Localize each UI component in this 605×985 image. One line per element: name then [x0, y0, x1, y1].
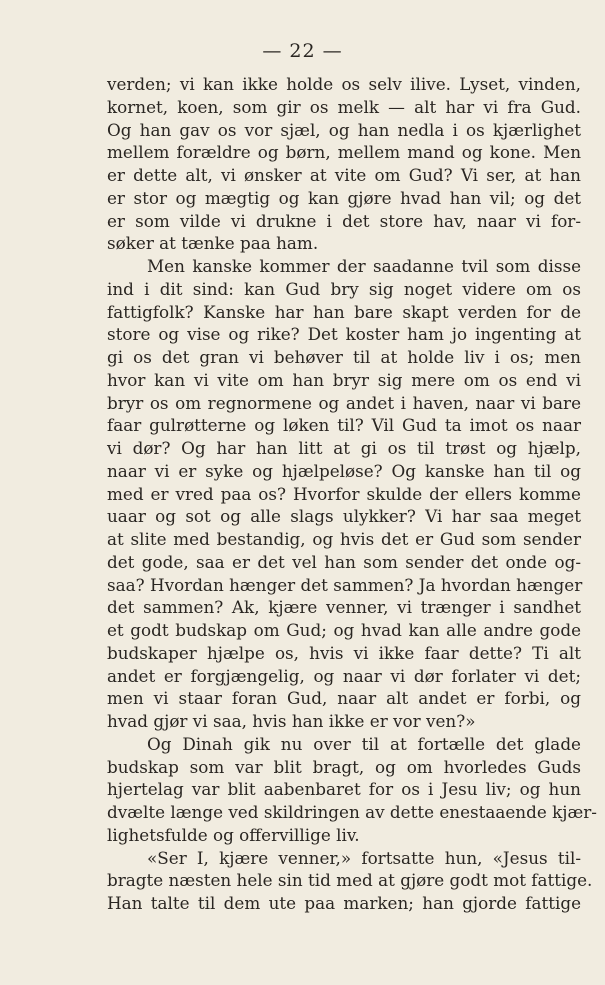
- text-line: det gode, saa er det vel han som sender det onde og-: [107, 551, 581, 572]
- text-line: at slite med bestandig, og hvis det er Gud som sender: [107, 529, 581, 549]
- text-line: mellem forældre og børn, mellem mand og kone. Men: [107, 142, 581, 163]
- body-text: [107, 73, 597, 915]
- text-line: men vi staar foran Gud, naar alt andet er forbi, og: [107, 688, 581, 709]
- text-line: det sammen? Ak, kjære venner, vi trænger i sandhet: [107, 597, 581, 618]
- text-line: ind i dit sind: kan Gud bry sig noget videre om os: [107, 278, 581, 299]
- text-line: søker at tænke paa ham.: [107, 233, 319, 254]
- text-line: vi dør? Og har han litt at gi os til trøst og hjælp,: [107, 438, 581, 458]
- text-line: budskaper hjælpe os, hvis vi ikke faar dette? Ti alt: [107, 642, 581, 663]
- text-line: Og Dinah gik nu over til at fortælle det glade: [147, 733, 581, 754]
- text-line: bryr os om regnormene og andet i haven, naar vi bare: [107, 392, 581, 413]
- text-line: store og vise og rike? Det koster ham jo ingenting at: [107, 324, 581, 345]
- text-line: hvor kan vi vite om han bryr sig mere om os end vi: [107, 369, 581, 390]
- text-line: er dette alt, vi ønsker at vite om Gud? Vi ser, at han: [107, 165, 581, 185]
- text-line: naar vi er syke og hjælpeløse? Og kanske han til og: [107, 460, 581, 481]
- text-line: verden; vi kan ikke holde os selv ilive. Lyset, vinden,: [107, 74, 581, 94]
- text-line: Men kanske kommer der saadanne tvil som disse: [147, 256, 581, 276]
- text-line: Og han gav os vor sjæl, og han nedla i os kjærlighet: [107, 119, 581, 140]
- text-line: lighetsfulde og offervillige liv.: [107, 824, 360, 845]
- text-line: budskap som var blit bragt, og om hvorledes Guds: [107, 756, 581, 777]
- text-line: kornet, koen, som gir os melk — alt har vi fra Gud.: [107, 96, 581, 117]
- text-line: fattigfolk? Kanske har han bare skapt verden for de: [107, 301, 581, 322]
- text-line: Han talte til dem ute paa marken; han gjorde fattige: [107, 893, 581, 913]
- text-line: andet er forgjængelig, og naar vi dør forlater vi det;: [107, 665, 581, 686]
- text-line: faar gulrøtterne og løken til? Vil Gud ta imot os naar: [107, 415, 581, 436]
- text-line: dvælte længe ved skildringen av dette enestaaende kjær-: [107, 802, 597, 822]
- text-line: gi os det gran vi behøver til at holde liv i os; men: [107, 347, 581, 367]
- text-line: bragte næsten hele sin tid med at gjøre godt mot fattige.: [107, 870, 593, 891]
- text-line: et godt budskap om Gud; og hvad kan alle andre gode: [107, 620, 581, 640]
- text-line: er som vilde vi drukne i det store hav, naar vi for-: [107, 210, 581, 231]
- text-line: hjertelag var blit aabenbaret for os i Jesu liv; og hun: [107, 779, 581, 800]
- text-line: saa? Hvordan hænger det sammen? Ja hvordan hænger: [107, 574, 583, 595]
- text-line: er stor og mægtig og kan gjøre hvad han vil; og det: [107, 187, 581, 208]
- text-line: uaar og sot og alle slags ulykker? Vi har saa meget: [107, 506, 581, 527]
- page-number: — 22 —: [262, 40, 343, 62]
- text-line: med er vred paa os? Hvorfor skulde der ellers komme: [107, 483, 581, 504]
- text-line: «Ser I, kjære venner,» fortsatte hun, «Jesus til-: [147, 847, 581, 868]
- text-line: hvad gjør vi saa, hvis han ikke er vor ven?»: [107, 711, 476, 731]
